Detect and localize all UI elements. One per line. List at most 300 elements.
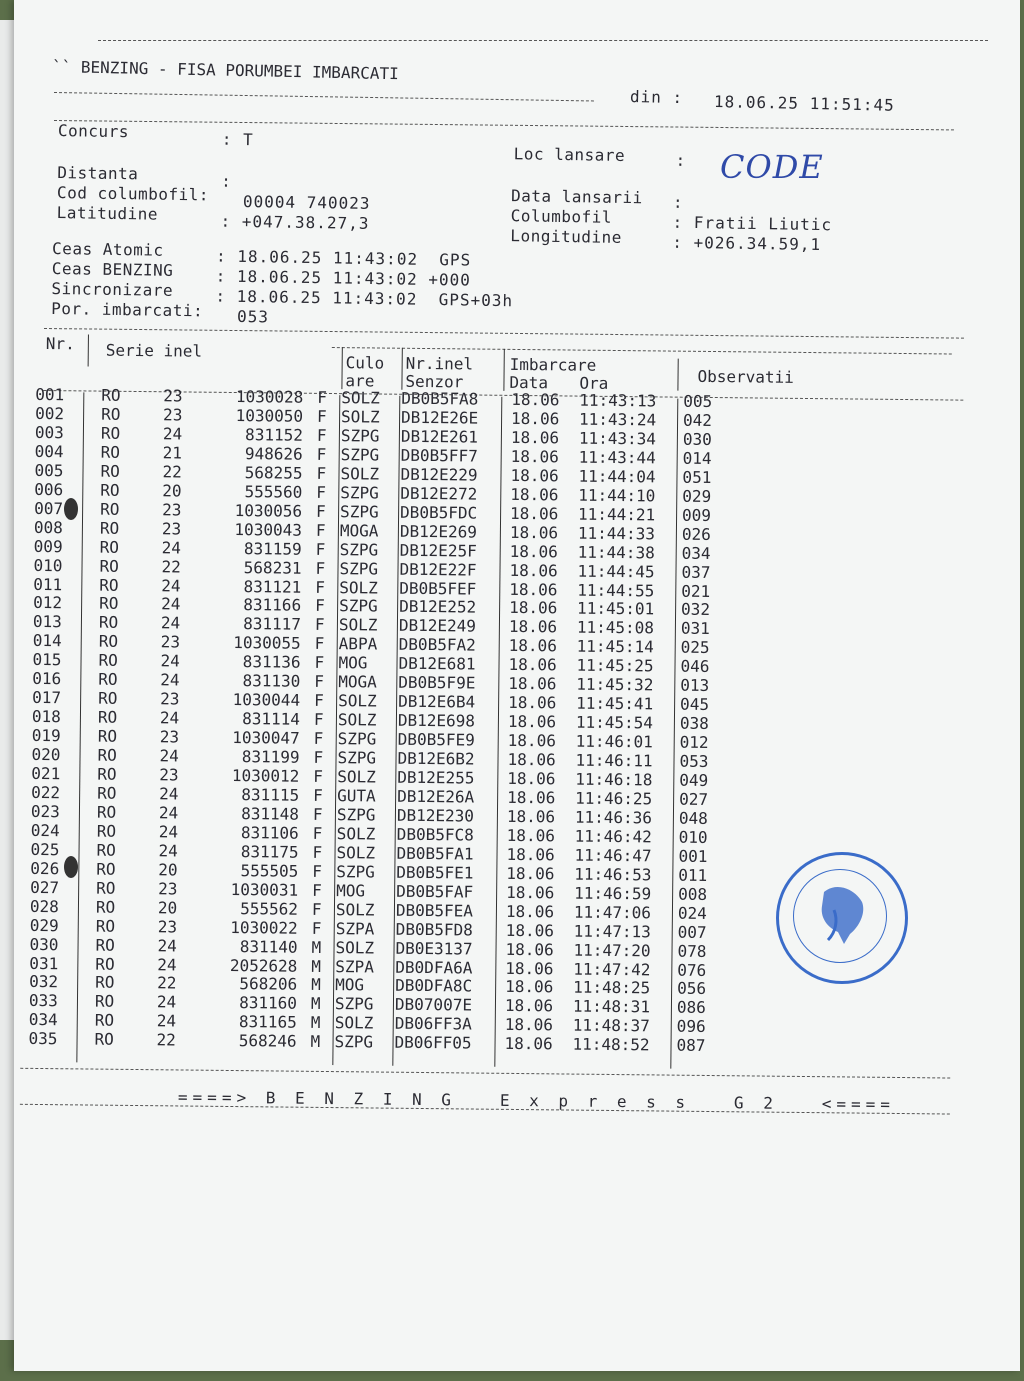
row-ring-number: 831152 <box>245 425 304 445</box>
row-year: 24 <box>158 803 179 823</box>
row-color: SZPG <box>340 426 380 446</box>
row-time: 11:44:38 <box>577 542 655 563</box>
longitudine-value: : +026.34.59,1 <box>672 232 822 255</box>
row-ring-number: 1030031 <box>230 879 299 900</box>
row-sex: F <box>312 804 323 824</box>
row-color: SOLZ <box>339 577 378 598</box>
row-year: 23 <box>157 916 178 937</box>
header-divider <box>401 348 402 390</box>
row-year: 24 <box>158 841 178 861</box>
row-observatii: 013 <box>680 675 710 696</box>
row-color: MOGA <box>339 520 379 541</box>
row-ring-number: 831166 <box>243 595 302 616</box>
concurs-label: Concurs <box>57 121 130 142</box>
table-top-dash <box>44 328 964 339</box>
row-date: 18.06 <box>509 541 558 561</box>
row-observatii: 007 <box>677 922 707 942</box>
row-color: SZPG <box>336 861 375 882</box>
row-ring-number: 831175 <box>240 841 299 862</box>
row-color: SOLZ <box>338 615 378 635</box>
row-year: 20 <box>162 480 182 501</box>
row-year: 24 <box>161 575 181 595</box>
row-color: SOLZ <box>336 823 376 844</box>
row-sensor: DB0B5F9E <box>398 672 476 693</box>
row-nr: 025 <box>30 839 60 859</box>
row-time: 11:44:55 <box>577 580 655 600</box>
row-sensor: DB12E22F <box>399 559 477 580</box>
row-country: RO <box>99 537 120 557</box>
row-time: 11:43:44 <box>578 447 656 468</box>
row-sensor: DB12E272 <box>400 483 478 504</box>
row-time: 11:46:25 <box>575 788 653 809</box>
row-ring-number: 831199 <box>241 747 300 767</box>
lat-value: : +047.38.27,3 <box>220 211 370 233</box>
row-country: RO <box>96 840 116 860</box>
row-country: RO <box>95 973 115 993</box>
row-observatii: 009 <box>681 505 712 525</box>
row-ring-number: 1030043 <box>234 519 303 540</box>
row-time: 11:43:13 <box>579 390 657 411</box>
row-sensor: DB0DFA6A <box>395 957 473 978</box>
sincronizare-value: : 18.06.25 11:43:02 GPS+03h <box>215 286 514 311</box>
row-year: 23 <box>160 689 180 709</box>
row-time: 11:44:10 <box>578 485 656 506</box>
row-sex: M <box>311 956 322 976</box>
row-ring-number: 555562 <box>240 898 299 919</box>
row-date: 18.06 <box>511 389 560 410</box>
row-country: RO <box>94 1029 114 1050</box>
row-time: 11:48:31 <box>572 996 651 1017</box>
row-time: 11:46:18 <box>575 769 653 790</box>
row-sensor: DB0B5FA8 <box>401 388 479 409</box>
row-nr: 035 <box>28 1029 58 1049</box>
row-observatii: 011 <box>678 865 708 885</box>
cod-value: 00004 740023 <box>242 191 371 213</box>
row-time: 11:43:24 <box>578 409 657 430</box>
row-nr: 021 <box>31 763 61 784</box>
row-observatii: 030 <box>682 429 712 449</box>
row-sensor: DB0B5FA1 <box>396 843 474 864</box>
punch-hole <box>64 856 78 878</box>
row-time: 11:45:32 <box>576 674 654 695</box>
document-title: `` BENZING - FISA PORUMBEI IMBARCATI <box>51 57 399 84</box>
header-divider <box>503 349 504 391</box>
row-color: SZPG <box>337 729 377 749</box>
row-sensor: DB0B5FC8 <box>396 824 474 845</box>
row-sex: F <box>311 918 322 938</box>
row-sex: F <box>314 672 325 692</box>
row-time: 11:47:06 <box>573 902 652 923</box>
row-date: 18.06 <box>504 996 554 1016</box>
row-sensor: DB12E255 <box>397 767 475 788</box>
row-ring-number: 2052628 <box>229 955 298 976</box>
row-observatii: 021 <box>681 581 711 601</box>
row-date: 18.06 <box>509 522 559 543</box>
loc-label: Loc lansare <box>513 144 626 165</box>
header-divider <box>677 359 678 391</box>
row-year: 24 <box>161 537 182 558</box>
row-date: 18.06 <box>510 484 559 505</box>
row-ring-number: 831115 <box>241 785 300 805</box>
document-page <box>14 0 1020 1371</box>
row-date: 18.06 <box>505 939 554 959</box>
row-country: RO <box>99 518 120 538</box>
row-time: 11:47:42 <box>573 959 651 979</box>
row-nr: 019 <box>31 725 61 746</box>
columbofil-label: Columbofil <box>510 206 613 227</box>
row-year: 23 <box>163 405 183 425</box>
row-ring-number: 831121 <box>243 576 302 597</box>
row-ring-number: 555505 <box>240 860 299 881</box>
row-time: 11:45:25 <box>576 655 654 676</box>
row-observatii: 049 <box>679 770 709 790</box>
row-country: RO <box>96 821 117 841</box>
row-time: 11:46:01 <box>575 731 653 752</box>
row-country: RO <box>98 631 119 652</box>
row-date: 18.06 <box>508 617 558 637</box>
row-observatii: 045 <box>680 694 710 715</box>
table-block <box>3 0 1023 1381</box>
row-observatii: 032 <box>681 600 711 620</box>
row-time: 11:48:25 <box>573 978 651 998</box>
row-time: 11:46:53 <box>574 864 652 885</box>
row-time: 11:44:21 <box>578 504 656 525</box>
row-ring-number: 1030012 <box>231 765 300 786</box>
row-date: 18.06 <box>505 958 554 978</box>
header-culoare: Culo <box>345 353 385 373</box>
row-year: 24 <box>160 613 181 633</box>
row-sensor: DB12E249 <box>398 616 477 636</box>
row-observatii: 087 <box>676 1035 706 1056</box>
header-senzor: Senzor <box>405 371 464 392</box>
row-sex: F <box>313 747 324 767</box>
row-nr: 032 <box>29 972 59 992</box>
lat-label: Latitudine <box>56 203 159 224</box>
row-color: SZPG <box>339 596 378 616</box>
row-time: 11:44:33 <box>577 523 656 544</box>
row-sensor: DB12E6B4 <box>398 691 476 712</box>
row-ring-number: 831140 <box>239 936 298 957</box>
row-sensor: DB07007E <box>394 995 473 1015</box>
header-culoare-2: are <box>345 371 375 391</box>
row-observatii: 096 <box>676 1017 706 1037</box>
handwritten-loc: CODE <box>720 148 824 186</box>
row-nr: 008 <box>33 517 63 537</box>
row-sensor: DB12E261 <box>400 426 479 447</box>
row-observatii: 005 <box>683 391 713 412</box>
row-observatii: 024 <box>677 903 707 923</box>
distanta-value: : <box>221 171 233 191</box>
row-sex: F <box>315 577 326 597</box>
row-ring-number: 1030047 <box>232 728 300 748</box>
row-time: 11:47:20 <box>573 940 651 960</box>
row-nr: 007 <box>34 498 64 518</box>
row-country: RO <box>97 783 117 803</box>
row-color: SOLZ <box>335 899 375 920</box>
pigeon-stamp-icon <box>776 852 902 978</box>
concurs-value: : T <box>221 129 254 150</box>
row-sex: F <box>317 387 328 407</box>
row-nr: 018 <box>31 707 61 727</box>
row-color: SOLZ <box>336 842 376 863</box>
row-sensor: DB06FF05 <box>394 1033 472 1053</box>
row-year: 24 <box>160 670 180 690</box>
row-color: SOLZ <box>337 767 376 787</box>
ceas-atomic-label: Ceas Atomic <box>51 238 164 260</box>
row-time: 11:48:37 <box>572 1015 650 1036</box>
row-country: RO <box>97 745 117 765</box>
row-year: 24 <box>159 708 180 728</box>
row-nr: 009 <box>33 536 63 556</box>
row-year: 24 <box>157 935 177 955</box>
row-date: 18.06 <box>510 503 559 524</box>
row-time: 11:43:34 <box>578 428 657 449</box>
row-nr: 026 <box>30 858 60 878</box>
row-time: 11:45:14 <box>576 636 654 657</box>
header-serie-inel: Serie inel <box>105 340 203 361</box>
row-sensor: DB12E26E <box>401 407 479 428</box>
row-country: RO <box>95 954 115 974</box>
row-color: SZPG <box>334 994 374 1014</box>
row-ring-number: 831165 <box>238 1012 297 1033</box>
row-sensor: DB0B5FAF <box>396 881 474 902</box>
row-country: RO <box>100 480 120 500</box>
row-country: RO <box>96 802 117 822</box>
row-color: SOLZ <box>335 937 375 958</box>
row-sex: F <box>316 482 327 502</box>
row-sensor: DB12E229 <box>400 464 478 485</box>
row-ring-number: 1030055 <box>233 633 301 654</box>
row-color: SZPG <box>340 444 380 465</box>
row-nr: 010 <box>33 555 63 575</box>
row-nr: 030 <box>29 934 59 954</box>
row-year: 24 <box>158 822 179 842</box>
header-ora: Ora <box>579 373 609 393</box>
punch-hole <box>64 498 78 520</box>
row-sex: M <box>311 975 321 995</box>
row-ring-number: 1030056 <box>234 500 303 521</box>
row-time: 11:45:01 <box>577 599 655 619</box>
row-country: RO <box>100 423 121 443</box>
row-country: RO <box>97 707 118 727</box>
row-nr: 001 <box>35 384 65 405</box>
row-year: 23 <box>161 518 182 539</box>
row-date: 18.06 <box>506 863 555 884</box>
row-ring-number: 831159 <box>243 538 302 559</box>
row-ring-number: 568246 <box>238 1031 297 1051</box>
pigeon-table <box>28 384 755 1056</box>
row-nr: 005 <box>34 460 64 481</box>
row-ring-number: 831117 <box>243 614 302 635</box>
row-nr: 015 <box>32 650 62 670</box>
row-observatii: 038 <box>679 713 709 734</box>
row-year: 23 <box>162 499 182 520</box>
row-time: 11:45:08 <box>576 617 655 638</box>
row-observatii: 042 <box>682 410 713 430</box>
row-nr: 006 <box>34 479 64 499</box>
row-country: RO <box>97 726 118 746</box>
row-ring-number: 831106 <box>240 822 299 843</box>
row-date: 18.06 <box>507 787 556 808</box>
row-nr: 024 <box>30 820 60 841</box>
row-country: RO <box>100 442 121 462</box>
row-country: RO <box>100 499 120 519</box>
row-ring-number: 568255 <box>244 462 303 483</box>
row-observatii: 012 <box>679 732 709 753</box>
row-sensor: DB12E252 <box>399 597 477 617</box>
row-nr: 014 <box>32 631 62 651</box>
row-date: 18.06 <box>507 768 556 789</box>
row-color: SOLZ <box>341 407 380 427</box>
row-country: RO <box>95 916 116 936</box>
row-color: SZPG <box>340 501 379 522</box>
row-sex: F <box>317 406 327 426</box>
row-color: SZPG <box>339 539 379 560</box>
row-date: 18.06 <box>505 901 555 922</box>
row-country: RO <box>99 575 119 595</box>
row-year: 23 <box>158 878 178 899</box>
row-color: SOLZ <box>337 710 377 730</box>
row-year: 24 <box>156 992 177 1012</box>
row-observatii: 001 <box>678 846 708 866</box>
row-observatii: 029 <box>682 486 712 506</box>
por-imbarcati-label: Por. imbarcati: <box>51 298 204 321</box>
row-nr: 023 <box>30 801 60 822</box>
row-nr: 031 <box>29 953 59 973</box>
row-sex: F <box>313 766 324 786</box>
row-observatii: 031 <box>680 619 710 639</box>
row-date: 18.06 <box>506 806 556 827</box>
row-color: SOLZ <box>340 463 380 484</box>
row-sensor: DB12E230 <box>396 805 475 826</box>
row-time: 11:46:42 <box>574 826 652 847</box>
row-date: 18.06 <box>505 977 554 997</box>
row-year: 24 <box>161 594 181 614</box>
table-bottom-dash <box>20 1068 950 1079</box>
row-sex: F <box>316 444 327 464</box>
row-nr: 034 <box>28 1010 58 1030</box>
row-sex: F <box>314 653 325 673</box>
row-color: SZPG <box>340 482 379 503</box>
row-color: SZPA <box>335 918 375 939</box>
row-date: 18.06 <box>508 693 557 713</box>
ceas-benzing-label: Ceas BENZING <box>51 258 174 280</box>
header-divider <box>341 347 342 389</box>
data-lansarii-value: : <box>672 192 684 212</box>
row-color: SOLZ <box>338 691 377 711</box>
row-sensor: DB0B5FEF <box>399 578 477 599</box>
header-imbarcare: Imbarcare <box>509 354 597 375</box>
row-color: GUTA <box>337 786 376 806</box>
row-nr: 022 <box>31 782 61 803</box>
row-sex: F <box>313 785 323 805</box>
row-time: 11:45:41 <box>576 693 654 714</box>
row-date: 18.06 <box>511 408 560 429</box>
row-time: 11:47:13 <box>573 921 651 941</box>
row-date: 18.06 <box>508 674 557 694</box>
row-sex: F <box>314 691 324 711</box>
row-sex: F <box>312 823 323 843</box>
row-country: RO <box>98 688 118 708</box>
row-sensor: DB0B5FF7 <box>400 445 478 466</box>
row-date: 18.06 <box>507 749 556 770</box>
row-color: SZPG <box>339 558 379 579</box>
association-stamp <box>776 852 908 984</box>
row-nr: 017 <box>32 688 62 708</box>
row-nr: 011 <box>33 574 63 594</box>
row-country: RO <box>95 935 115 955</box>
row-sensor: DB0B5FD8 <box>395 919 473 940</box>
row-observatii: 026 <box>681 524 711 544</box>
row-ring-number: 831136 <box>242 652 301 673</box>
row-sex: F <box>312 880 322 900</box>
row-date: 18.06 <box>510 446 559 467</box>
row-sex: M <box>310 1013 321 1033</box>
row-country: RO <box>96 878 116 898</box>
row-sex: F <box>311 899 322 919</box>
row-nr: 033 <box>28 991 58 1011</box>
row-year: 24 <box>162 424 183 444</box>
row-ring-number: 1030050 <box>235 405 304 426</box>
row-year: 22 <box>157 973 177 993</box>
row-date: 18.06 <box>510 465 559 486</box>
row-year: 24 <box>159 746 179 766</box>
row-date: 18.06 <box>509 598 558 618</box>
row-sex: F <box>316 501 326 521</box>
row-nr: 029 <box>29 915 59 935</box>
row-time: 11:46:59 <box>574 883 652 904</box>
row-country: RO <box>95 897 116 917</box>
row-sensor: DB0B5FE9 <box>397 729 475 750</box>
row-observatii: 037 <box>681 562 711 582</box>
row-date: 18.06 <box>507 730 556 751</box>
row-date: 18.06 <box>506 844 555 865</box>
row-color: MOGA <box>338 672 377 692</box>
din-value: 18.06.25 11:51:45 <box>713 92 895 115</box>
header-divider <box>88 334 89 366</box>
row-ring-number: 1030028 <box>235 387 304 407</box>
row-sensor: DB0B5FDC <box>400 502 478 523</box>
row-date: 18.06 <box>505 920 555 940</box>
row-date: 18.06 <box>509 560 558 580</box>
row-country: RO <box>97 764 117 784</box>
row-year: 23 <box>160 632 181 652</box>
row-date: 18.06 <box>510 427 560 448</box>
row-color: SOLZ <box>334 1013 374 1033</box>
row-date: 18.06 <box>504 1015 554 1035</box>
row-year: 22 <box>162 462 182 482</box>
row-year: 20 <box>157 897 178 918</box>
row-observatii: 008 <box>678 884 708 904</box>
row-year: 21 <box>162 443 183 463</box>
ceas-benzing-value: : 18.06.25 11:43:02 +000 <box>215 266 472 290</box>
row-country: RO <box>101 385 121 405</box>
row-sex: M <box>310 1032 321 1052</box>
row-observatii: 086 <box>676 998 706 1018</box>
row-time: 11:48:52 <box>572 1034 650 1055</box>
row-sensor: DB0B5FE1 <box>396 862 474 883</box>
data-lansarii-label: Data lansarii <box>510 186 643 208</box>
row-time: 11:46:36 <box>574 807 653 828</box>
row-sex: F <box>314 615 325 635</box>
cod-label: Cod columbofil: <box>56 183 210 205</box>
sincronizare-label: Sincronizare <box>51 278 174 300</box>
row-country: RO <box>100 461 120 481</box>
row-color: SOLZ <box>341 388 380 408</box>
row-country: RO <box>96 859 116 879</box>
row-ring-number: 555560 <box>244 481 303 502</box>
row-nr: 027 <box>30 877 60 897</box>
